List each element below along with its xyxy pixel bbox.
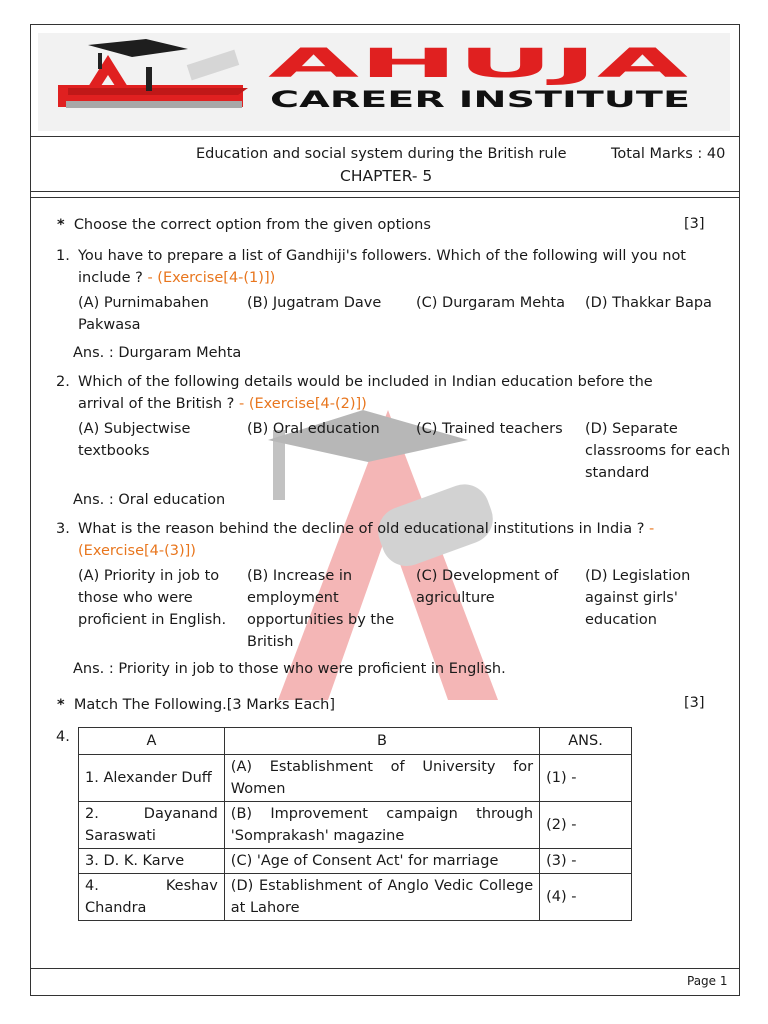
cell-a: 3. D. K. Karve (79, 849, 225, 874)
question-1 (56, 245, 696, 289)
answer-2 (73, 492, 225, 508)
section-choose-heading (57, 217, 431, 233)
question-number: 3. (56, 521, 70, 537)
table-row (79, 802, 632, 849)
section-bullet: * (57, 217, 65, 233)
answer-3 (73, 661, 506, 677)
column-header-b: B (224, 728, 539, 755)
option-b: (B) Increase in employment opportunities by the British (247, 568, 395, 650)
option-c: (C) Trained teachers (416, 421, 563, 437)
total-marks: Total Marks : 40 (611, 146, 726, 162)
answer-text: Durgaram Mehta (113, 345, 242, 361)
page-number: Page 1 (687, 974, 728, 988)
option-a: (A) Purnimabahen Pakwasa (78, 295, 209, 333)
option-b: (B) Oral education (247, 421, 380, 437)
header-divider (30, 136, 740, 137)
question-2 (56, 371, 696, 415)
answer-text: Priority in job to those who were proficient in English. (113, 661, 506, 677)
institute-logo (38, 33, 730, 131)
match-table (78, 727, 632, 921)
cell-ans: (3) - (540, 849, 632, 874)
cell-a: 1. Alexander Duff (79, 755, 225, 802)
section-heading-text: Match The Following.[3 Marks Each] (73, 697, 336, 713)
cell-ans: (4) - (540, 874, 632, 921)
table-row (79, 755, 632, 802)
subject-title: Education and social system during the British rule (196, 146, 567, 162)
exercise-reference: - (Exercise[4-(2)]) (234, 396, 367, 412)
table-header-row (79, 728, 632, 755)
answer-label: Ans. : (73, 492, 114, 508)
answer-text: Oral education (113, 492, 226, 508)
title-divider-top (30, 191, 740, 192)
logo-sub-text: CAREER INSTITUTE (270, 88, 690, 113)
exercise-reference: - (Exercise[4-(3)]) (78, 521, 655, 559)
question-text: You have to prepare a list of Gandhiji's followers. Which of the following will you not include ? (78, 248, 686, 286)
footer-divider (30, 968, 740, 969)
option-a: (A) Subjectwise textbooks (78, 421, 191, 459)
cell-b: (A) Establishment of University for Women (224, 755, 539, 802)
column-header-a: A (79, 728, 225, 755)
answer-label: Ans. : (73, 345, 114, 361)
table-row (79, 874, 632, 921)
cell-b: (C) 'Age of Consent Act' for marriage (224, 849, 539, 874)
option-d: (D) Separate classrooms for each standard (585, 421, 731, 481)
answer-1 (73, 345, 241, 361)
option-c: (C) Development of agriculture (416, 568, 559, 606)
question-number: 2. (56, 374, 70, 390)
answer-label: Ans. : (73, 661, 114, 677)
option-a: (A) Priority in job to those who were proficient in English. (78, 568, 227, 628)
section-bullet: * (57, 697, 65, 713)
question-number: 4. (56, 729, 70, 745)
column-header-ans: ANS. (540, 728, 632, 755)
cell-ans: (1) - (540, 755, 632, 802)
question-3 (56, 518, 696, 562)
section-marks: [3] (684, 695, 705, 711)
section-match-heading (57, 697, 335, 713)
question-number: 1. (56, 248, 70, 264)
section-marks: [3] (684, 216, 705, 232)
question-text: Which of the following details would be included in Indian education before the arrival of the British ? (78, 374, 653, 412)
option-c: (C) Durgaram Mehta (416, 295, 565, 311)
cell-a: 4. Keshav Chandra (79, 874, 225, 921)
option-d: (D) Thakkar Bapa (585, 295, 712, 311)
logo-main-text: AHUJA (268, 41, 689, 87)
cell-ans: (2) - (540, 802, 632, 849)
cell-a: 2. Dayanand Saraswati (79, 802, 225, 849)
cell-b: (B) Improvement campaign through 'Somprakash' magazine (224, 802, 539, 849)
table-row (79, 849, 632, 874)
chapter-title: CHAPTER- 5 (340, 167, 433, 185)
cell-b: (D) Establishment of Anglo Vedic College at Lahore (224, 874, 539, 921)
exercise-reference: - (Exercise[4-(1)]) (142, 270, 276, 286)
title-divider-bottom (30, 197, 740, 198)
option-b: (B) Jugatram Dave (247, 295, 382, 311)
option-d: (D) Legislation against girls' education (585, 568, 691, 628)
section-heading-text: Choose the correct option from the given options (73, 217, 431, 233)
question-text: What is the reason behind the decline of old educational institutions in India ? (78, 521, 645, 537)
